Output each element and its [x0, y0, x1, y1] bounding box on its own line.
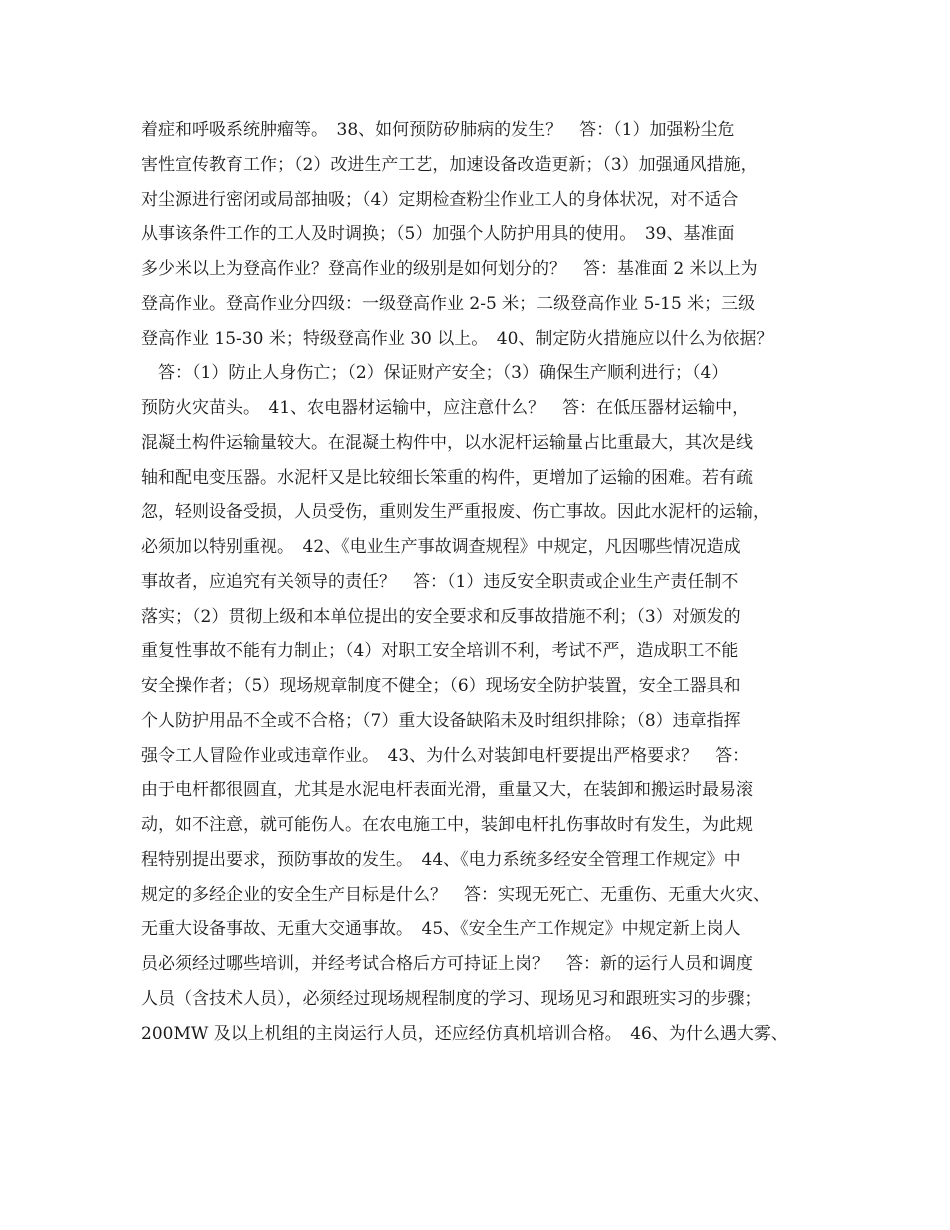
text-line: 个人防护用品不全或不合格；（7）重大设备缺陷未及时组织排除；（8）违章指挥: [141, 710, 741, 731]
text-line: 人员（含技术人员），必须经过现场规程制度的学习、现场见习和跟班实习的步骤；: [141, 988, 762, 1009]
text-line: 安全操作者；（5）现场规章制度不健全；（6）现场安全防护装置，安全工器具和: [141, 676, 741, 696]
text-line: 由于电杆都很圆直，尤其是水泥电杆表面光滑，重量又大，在装卸和搬运时最易滚: [141, 780, 753, 801]
text-line: 规定的多经企业的安全生产目标是什么？ 答：实现无死亡、无重伤、无重大火灾、: [141, 884, 770, 905]
text-line: 事故者，应追究有关领导的责任？ 答：（1）违反安全职责或企业生产责任制不: [141, 571, 739, 592]
text-line: 强令工人冒险作业或违章作业。 43、为什么对装卸电杆要提出严格要求？ 答：: [141, 745, 750, 766]
text-line: 程特别提出要求，预防事故的发生。 44、《电力系统多经安全管理工作规定》中: [141, 849, 741, 870]
text-line: 登高作业 15-30 米；特级登高作业 30 以上。 40、制定防火措施应以什么为依据？: [141, 328, 774, 349]
text-line: 200MW 及以上机组的主岗运行人员，还应经仿真机培训合格。 46、为什么遇大雾、: [141, 1023, 788, 1044]
text-line: 预防火灾苗头。 41、农电器材运输中，应注意什么？ 答：在低压器材运输中，: [141, 398, 750, 418]
text-line: 答：（1）防止人身伤亡；（2）保证财产安全；（3）确保生产顺利进行；（4）: [141, 363, 729, 384]
text-line: 混凝土构件运输量较大。在混凝土构件中，以水泥杆运输量占比重最大，其次是线: [141, 432, 753, 453]
text-line: 无重大设备事故、无重大交通事故。 45、《安全生产工作规定》中规定新上岗人: [141, 919, 741, 940]
text-line: 轴和配电变压器。水泥杆又是比较细长笨重的构件，更增加了运输的困难。若有疏: [141, 467, 753, 488]
text-line: 多少米以上为登高作业？登高作业的级别是如何划分的？ 答：基准面 2 米以上为: [141, 259, 758, 279]
text-line: 忽，轻则设备受损，人员受伤，重则发生严重报废、伤亡事故。因此水泥杆的运输，: [141, 502, 770, 523]
text-line: 从事该条件工作的工人及时调换；（5）加强个人防护用具的使用。 39、基准面: [141, 224, 735, 245]
text-line: 落实；（2）贯彻上级和本单位提出的安全要求和反事故措施不利；（3）对颁发的: [141, 606, 741, 627]
text-line: 对尘源进行密闭或局部抽吸；（4）定期检查粉尘作业工人的身体状况，对不适合: [141, 189, 739, 210]
text-line: 重复性事故不能有力制止；（4）对职工安全培训不利，考试不严，造成职工不能: [141, 641, 739, 662]
text-line: 必须加以特别重视。 42、《电业生产事故调查规程》中规定，凡因哪些情况造成: [141, 537, 741, 557]
text-line: 员必须经过哪些培训，并经考试合格后方可持证上岗？ 答：新的运行人员和调度: [141, 954, 753, 974]
text-line: 害性宣传教育工作；（2）改进生产工艺，加速设备改造更新；（3）加强通风措施，: [141, 154, 758, 175]
text-line: 登高作业。登高作业分四级：一级登高作业 2-5 米；二级登高作业 5-15 米；三级: [141, 293, 756, 314]
text-line: 动，如不注意，就可能伤人。在农电施工中，装卸电杆扎伤事故时有发生，为此规: [141, 815, 753, 835]
text-line: 着症和呼吸系统肿瘤等。 38、如何预防矽肺病的发生？ 答：（1）加强粉尘危: [141, 120, 735, 140]
body-text: [141, 113, 831, 1051]
